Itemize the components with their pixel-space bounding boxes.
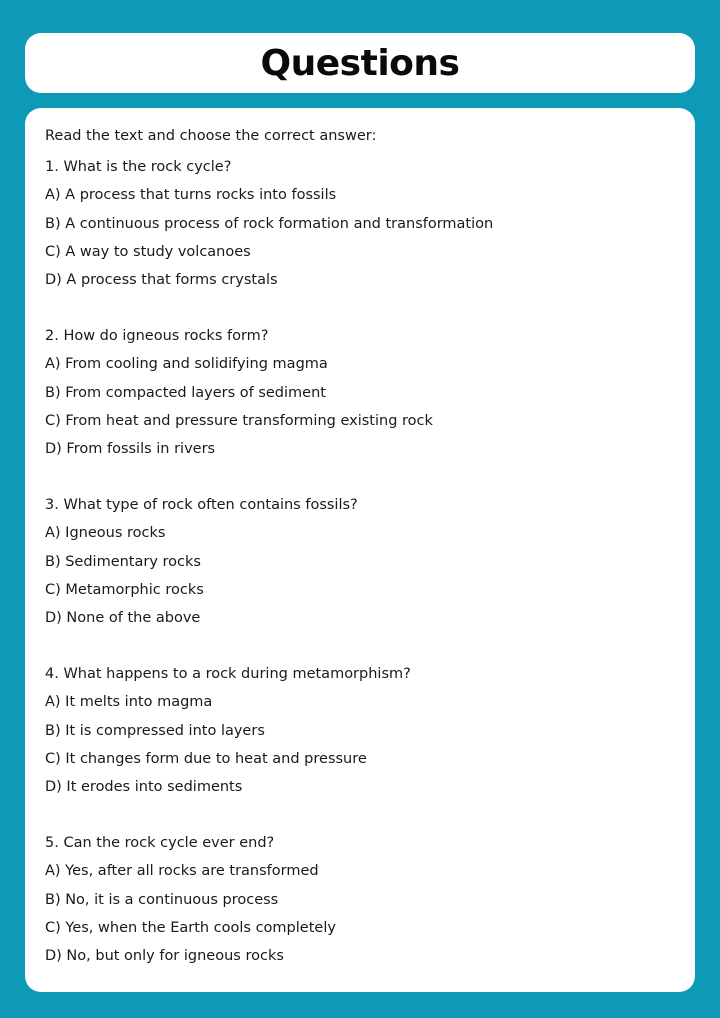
answer-option: A) It melts into magma	[45, 694, 213, 711]
question-text: 4. What happens to a rock during metamorphism?	[45, 666, 411, 683]
answer-option: D) From fossils in rivers	[45, 441, 216, 458]
answer-option: B) Sedimentary rocks	[45, 553, 201, 570]
questions-card	[25, 108, 695, 992]
answer-option: A) A process that turns rocks into fossils	[45, 187, 337, 204]
question-block-3	[45, 491, 675, 632]
question-block-1	[45, 153, 675, 294]
question-text: 1. What is the rock cycle?	[45, 159, 232, 176]
answer-option: C) Yes, when the Earth cools completely	[45, 919, 336, 936]
answer-option: B) It is compressed into layers	[45, 722, 265, 739]
answer-option: B) No, it is a continuous process	[45, 891, 279, 908]
answer-option: A) Yes, after all rocks are transformed	[45, 863, 319, 880]
page-title: Questions	[260, 42, 460, 84]
title-card	[25, 33, 695, 93]
answer-option: A) Igneous rocks	[45, 525, 166, 542]
question-text: 2. How do igneous rocks form?	[45, 328, 269, 345]
question-text: 5. Can the rock cycle ever end?	[45, 835, 275, 852]
answer-option: D) None of the above	[45, 610, 201, 627]
answer-option: C) Metamorphic rocks	[45, 581, 204, 598]
answer-option: D) No, but only for igneous rocks	[45, 948, 284, 965]
instruction-text: Read the text and choose the correct answer:	[45, 128, 377, 144]
answer-option: C) A way to study volcanoes	[45, 243, 251, 260]
question-block-5	[45, 829, 675, 970]
answer-option: A) From cooling and solidifying magma	[45, 356, 328, 373]
question-text: 3. What type of rock often contains fossils?	[45, 497, 358, 514]
answer-option: D) It erodes into sediments	[45, 779, 243, 796]
question-block-2	[45, 322, 675, 463]
answer-option: B) A continuous process of rock formation and transformation	[45, 215, 494, 232]
answer-option: C) From heat and pressure transforming existing rock	[45, 412, 433, 429]
answer-option: D) A process that forms crystals	[45, 272, 278, 289]
questions-content	[45, 122, 675, 998]
answer-option: B) From compacted layers of sediment	[45, 384, 326, 401]
answer-option: C) It changes form due to heat and pressure	[45, 750, 367, 767]
question-block-4	[45, 660, 675, 801]
